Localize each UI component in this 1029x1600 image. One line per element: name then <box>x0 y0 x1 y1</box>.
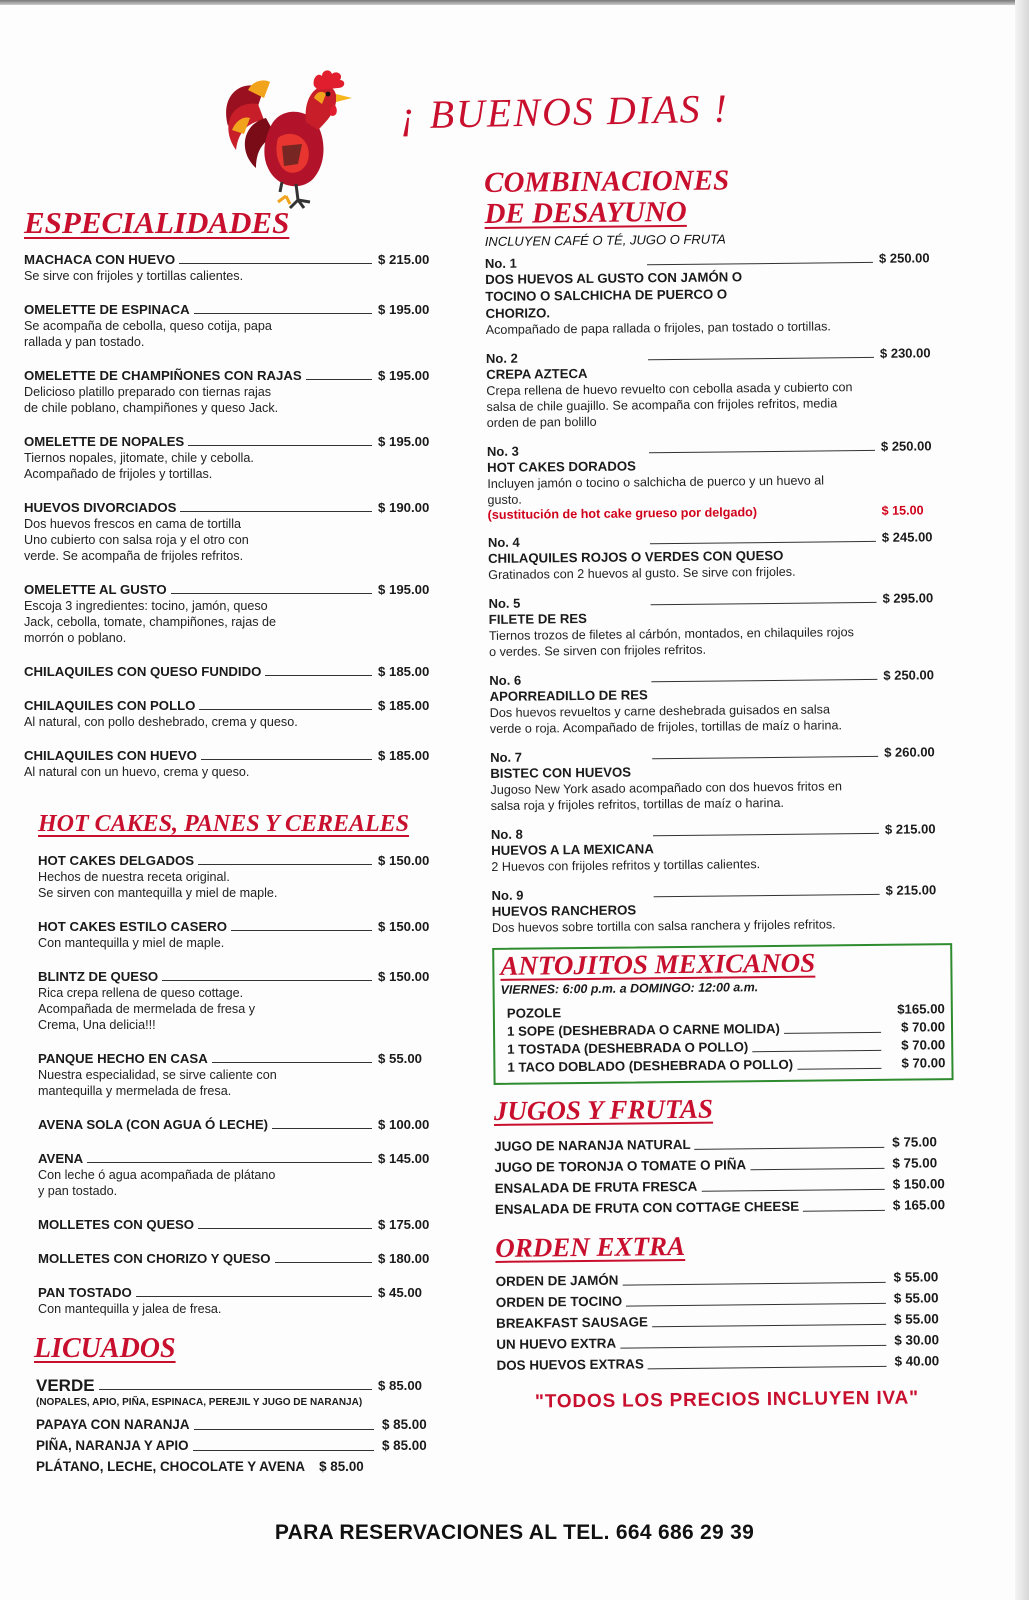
list-item <box>496 1350 956 1376</box>
item-name: HOT CAKES DELGADOS <box>38 853 195 869</box>
list-item <box>38 1284 444 1317</box>
item-description: Incluyen jamón o tocino o salchicha de puerco y un huevo al gusto. <box>487 473 825 507</box>
leader-line <box>179 263 372 264</box>
item-price: $ 55.00 <box>378 1051 422 1067</box>
leader-line <box>87 1162 372 1163</box>
combo-item <box>485 250 946 338</box>
item-line <box>24 301 444 318</box>
leader-line <box>650 602 876 605</box>
item-price: $ 85.00 <box>319 1458 364 1474</box>
section-title-antojitos: ANTOJITOS MEXICANOS <box>500 947 816 981</box>
antojitos-schedule: VIERNES: 6:00 p.m. a DOMINGO: 12:00 a.m. <box>500 979 759 997</box>
item-name: MOLLETES CON CHORIZO Y QUESO <box>38 1251 271 1267</box>
leader-line <box>784 1032 881 1034</box>
item-price: $ 260.00 <box>884 743 935 760</box>
item-name: 1 TACO DOBLADO (DESHEBRADA O POLLO) <box>507 1056 794 1075</box>
leader-line <box>648 357 874 360</box>
item-name: PLÁTANO, LECHE, CHOCOLATE Y AVENA <box>36 1458 306 1474</box>
item-price: $ 30.00 <box>894 1332 940 1348</box>
leader-line <box>162 980 372 981</box>
item-price: $ 195.00 <box>378 368 430 384</box>
list-item <box>38 918 444 951</box>
item-description: Dos huevos revueltos y carne deshebrada guisados en salsa verde o roja. Acompañado de frijoles, tortillas de maíz o harina. <box>489 702 843 736</box>
item-line <box>24 663 444 680</box>
leader-line <box>188 445 372 446</box>
antojitos-box <box>492 943 953 1085</box>
item-description: Con mantequilla y jalea de fresa. <box>38 1302 222 1317</box>
item-name: BISTEC CON HUEVOS <box>490 764 632 781</box>
item-description: rallada y pan tostado. <box>24 335 145 350</box>
list-item <box>38 1116 444 1133</box>
list-item <box>38 968 444 1033</box>
item-name: DOS HUEVOS EXTRAS <box>496 1356 644 1374</box>
list-item <box>24 697 444 730</box>
leader-line <box>199 709 372 710</box>
combo-number: No. 2 <box>485 350 518 366</box>
section-title-orden-extra: ORDEN EXTRA <box>495 1230 686 1263</box>
right-column <box>484 163 957 1414</box>
list-item <box>24 367 444 416</box>
combo-item <box>489 667 950 737</box>
leader-line <box>803 1210 885 1212</box>
item-line <box>38 852 444 869</box>
item-name: OMELETTE AL GUSTO <box>24 582 167 598</box>
item-name: MACHACA CON HUEVO <box>24 252 176 268</box>
page-edge-shadow <box>1015 0 1029 1600</box>
list-item <box>24 499 444 564</box>
leader-line <box>275 1262 372 1263</box>
leader-line <box>651 679 877 682</box>
item-name: ENSALADA DE FRUTA CON COTTAGE CHEESE <box>494 1198 800 1217</box>
item-line <box>38 1116 444 1133</box>
combo-item <box>488 590 949 660</box>
leader-line <box>653 833 879 836</box>
item-price: $ 70.00 <box>901 1054 946 1071</box>
item-price: $165.00 <box>897 1001 945 1017</box>
item-description: Hechos de nuestra receta original. <box>38 870 230 885</box>
section-title-combinaciones-line1: COMBINACIONES <box>483 164 730 199</box>
combinaciones-list <box>485 250 952 936</box>
leader-line <box>652 1324 886 1327</box>
leader-line <box>626 1303 886 1307</box>
item-name: HUEVOS A LA MEXICANA <box>491 840 654 858</box>
item-price: $ 55.00 <box>893 1269 939 1285</box>
leader-line <box>201 759 372 760</box>
item-name: PAN TOSTADO <box>38 1285 132 1301</box>
item-name: MOLLETES CON QUESO <box>38 1217 195 1233</box>
item-price: $ 245.00 <box>881 528 933 545</box>
item-price: $ 250.00 <box>883 666 935 683</box>
item-description: Jack, cebolla, tomate, champiñones, rajas de <box>24 615 277 630</box>
list-item <box>24 251 444 284</box>
leader-line <box>306 379 372 380</box>
item-name: AVENA <box>38 1151 84 1167</box>
item-name: 1 TOSTADA (DESHEBRADA O POLLO) <box>507 1039 749 1057</box>
item-description: Dos huevos sobre tortilla con salsa ranchera y frijoles refritos. <box>491 916 836 935</box>
item-description: Gratinados con 2 huevos al gusto. Se sirve con frijoles. <box>488 564 796 582</box>
item-description: Dos huevos frescos en cama de tortilla <box>24 517 241 532</box>
top-edge <box>0 0 1029 5</box>
substitution-price: $ 15.00 <box>881 503 924 518</box>
combo-item <box>486 345 947 431</box>
combo-number: No. 5 <box>488 595 521 611</box>
list-item <box>495 1194 955 1220</box>
item-price: $ 150.00 <box>378 919 430 935</box>
leader-line <box>649 450 875 453</box>
item-line <box>38 1150 444 1167</box>
item-price: $ 55.00 <box>893 1290 939 1306</box>
item-price: $ 215.00 <box>885 881 937 898</box>
leader-line <box>752 1050 881 1052</box>
leader-line <box>171 593 372 594</box>
item-name: FILETE DE RES <box>488 610 587 627</box>
item-description: mantequilla y mermelada de fresa. <box>38 1084 232 1099</box>
item-line <box>24 251 444 268</box>
combo-item <box>490 744 951 814</box>
leader-line <box>180 511 372 512</box>
leader-line <box>695 1147 885 1150</box>
item-line <box>24 499 444 516</box>
leader-line <box>265 675 372 676</box>
item-name: POZOLE <box>506 1005 562 1021</box>
combo-number: No. 1 <box>484 255 517 271</box>
item-price: $ 185.00 <box>378 664 430 680</box>
item-price: $ 100.00 <box>378 1117 430 1133</box>
leader-line <box>653 894 879 897</box>
item-price: $ 215.00 <box>884 820 936 837</box>
item-description: Escoja 3 ingredientes: tocino, jamón, queso <box>24 599 268 614</box>
especialidades-list <box>24 251 444 780</box>
item-price: $ 180.00 <box>378 1251 430 1267</box>
item-name: VERDE <box>36 1375 95 1395</box>
item-description: Acompañado de frijoles y tortillas. <box>24 467 213 482</box>
item-line <box>24 433 444 450</box>
combo-item <box>488 529 948 583</box>
item-name: ORDEN DE JAMÓN <box>495 1272 619 1290</box>
leader-line <box>193 1450 374 1451</box>
item-name: UN HUEVO EXTRA <box>496 1335 617 1353</box>
combo-number: No. 7 <box>490 749 523 765</box>
item-line <box>24 581 444 598</box>
item-description: Delicioso platillo preparado con tiernas rajas <box>24 385 272 400</box>
item-name: HOT CAKES ESTILO CASERO <box>38 919 228 935</box>
item-price: $ 70.00 <box>901 1037 946 1053</box>
left-column <box>24 206 444 1477</box>
item-name: PAPAYA CON NARANJA <box>36 1416 190 1432</box>
item-name: DOS HUEVOS AL GUSTO CON JAMÓN O TOCINO O SALCHICHA DE PUERCO O CHORIZO. <box>485 268 743 321</box>
item-line <box>38 1284 444 1301</box>
item-description: Se sirve con frijoles y tortillas calientes. <box>24 269 244 284</box>
item-price: $ 145.00 <box>378 1151 430 1167</box>
item-name: BLINTZ DE QUESO <box>38 969 159 985</box>
section-title-combinaciones-line2: DE DESAYUNO <box>484 196 687 231</box>
list-item <box>38 1250 444 1267</box>
iva-note: "TODOS LOS PRECIOS INCLUYEN IVA" <box>534 1387 919 1413</box>
list-item <box>24 581 444 646</box>
item-price: $ 175.00 <box>378 1217 430 1233</box>
item-name: HUEVOS DIVORCIADOS <box>24 500 177 516</box>
list-item <box>36 1377 444 1410</box>
section-title-especialidades: ESPECIALIDADES <box>24 205 290 240</box>
section-title-jugos: JUGOS Y FRUTAS <box>493 1093 714 1126</box>
combo-number: No. 3 <box>486 443 519 459</box>
item-price: $ 85.00 <box>382 1437 427 1453</box>
item-name: HOT CAKES DORADOS <box>487 458 636 475</box>
item-name: CREPA AZTECA <box>486 365 588 382</box>
item-name: APORREADILLO DE RES <box>489 686 648 704</box>
item-name: CHILAQUILES CON POLLO <box>24 698 196 714</box>
item-description: Crepa rellena de huevo revuelto con cebolla asada y cubierto con salsa de chile guajillo. Se acompaña con frijoles refritos, media orden de pan bolillo <box>486 379 853 430</box>
item-description: verde. Se acompaña de frijoles refritos. <box>24 549 244 564</box>
list-item <box>507 1054 945 1077</box>
combo-item <box>491 821 951 875</box>
leader-line <box>99 1389 372 1390</box>
list-item <box>36 1414 444 1435</box>
item-name: JUGO DE NARANJA NATURAL <box>494 1136 691 1154</box>
item-price: $ 195.00 <box>378 582 430 598</box>
item-name: OMELETTE DE CHAMPIÑONES CON RAJAS <box>24 368 302 384</box>
antojitos-list <box>501 1000 946 1077</box>
leader-line <box>212 1062 372 1063</box>
jugos-list <box>494 1131 955 1220</box>
leader-line <box>272 1128 372 1129</box>
item-price: $ 250.00 <box>878 249 930 266</box>
rooster-icon <box>218 68 358 210</box>
item-price: $ 55.00 <box>894 1311 939 1327</box>
item-line <box>38 1250 444 1267</box>
item-name: CHILAQUILES CON QUESO FUNDIDO <box>24 664 262 680</box>
item-price: $ 230.00 <box>879 344 931 361</box>
leader-line <box>647 262 873 265</box>
item-line <box>24 747 444 764</box>
item-description: Acompañado de papa rallada o frijoles, pan tostado o tortillas. <box>485 319 831 337</box>
item-price: $ 195.00 <box>378 434 430 450</box>
item-price: $ 165.00 <box>892 1197 946 1213</box>
item-description: Al natural con un huevo, crema y queso. <box>24 765 250 780</box>
list-item <box>24 301 444 350</box>
combo-item <box>492 882 952 936</box>
item-price: $ 70.00 <box>900 1019 946 1035</box>
item-name: JUGO DE TORONJA O TOMATE O PIÑA <box>494 1157 747 1175</box>
item-line <box>24 697 444 714</box>
leader-line <box>198 864 372 865</box>
greeting-title: ¡ BUENOS DIAS ! <box>399 85 730 138</box>
combo-item <box>487 438 948 522</box>
item-description: Tiernos nopales, jitomate, chile y cebolla. <box>24 451 254 466</box>
combo-number: No. 4 <box>487 534 520 550</box>
item-price: $ 185.00 <box>378 748 430 764</box>
item-price: $ 150.00 <box>378 853 430 869</box>
item-price: $ 250.00 <box>880 437 932 454</box>
leader-line <box>648 1366 887 1369</box>
item-price: $ 85.00 <box>378 1377 422 1393</box>
leader-line <box>198 1228 372 1229</box>
combo-number: No. 6 <box>489 672 522 688</box>
item-line <box>38 1050 444 1067</box>
leader-line <box>650 541 876 544</box>
item-price: $ 150.00 <box>378 969 430 985</box>
item-line <box>24 367 444 384</box>
leader-line <box>231 930 372 931</box>
item-description: Uno cubierto con salsa roja y el otro con <box>24 533 249 548</box>
leader-line <box>620 1345 886 1349</box>
leader-line <box>701 1189 884 1192</box>
section-title-hotcakes: HOT CAKES, PANES Y CEREALES <box>38 811 410 838</box>
leader-line <box>622 1282 885 1286</box>
combinaciones-note: INCLUYEN CAFÉ O TÉ, JUGO O FRUTA <box>484 231 726 249</box>
item-description: y pan tostado. <box>38 1184 118 1199</box>
item-name: 1 SOPE (DESHEBRADA O CARNE MOLIDA) <box>506 1020 780 1039</box>
item-price: $ 75.00 <box>892 1155 938 1171</box>
combo-number: No. 8 <box>490 826 523 842</box>
list-item <box>24 663 444 680</box>
item-name: ENSALADA DE FRUTA FRESCA <box>494 1178 698 1196</box>
item-price: $ 45.00 <box>378 1285 422 1301</box>
item-price: $ 190.00 <box>378 500 430 516</box>
combo-number: No. 9 <box>491 887 524 903</box>
item-price: $ 150.00 <box>892 1176 945 1192</box>
list-item <box>36 1435 444 1456</box>
item-description: Crema, Una delicia!!! <box>38 1018 156 1033</box>
reservations-phone: PARA RESERVACIONES AL TEL. 664 686 29 39 <box>274 1521 755 1544</box>
item-price: $ 75.00 <box>892 1134 937 1150</box>
item-price: $ 295.00 <box>882 589 934 606</box>
item-price: $ 85.00 <box>382 1416 427 1432</box>
hotcakes-list <box>24 852 444 1317</box>
item-name: OMELETTE DE NOPALES <box>24 434 185 450</box>
item-name: BREAKFAST SAUSAGE <box>496 1314 648 1332</box>
list-item <box>36 1456 444 1477</box>
item-description: morrón o poblano. <box>24 631 127 646</box>
item-name: ORDEN DE TOCINO <box>495 1293 623 1311</box>
list-item <box>38 1216 444 1233</box>
item-description: Con leche ó agua acompañada de plátano <box>38 1168 276 1183</box>
leader-line <box>194 1429 374 1430</box>
item-name: OMELETTE DE ESPINACA <box>24 302 190 318</box>
item-description: Tiernos trozos de filetes al cárbón, montados, en chilaquiles rojos o verdes. Se sirven con frijoles refritos. <box>488 624 854 659</box>
item-name: CHILAQUILES ROJOS O VERDES CON QUESO <box>488 547 784 566</box>
item-description: Al natural, con pollo deshebrado, crema y queso. <box>24 715 298 730</box>
leader-line <box>652 756 878 759</box>
item-name: CHILAQUILES CON HUEVO <box>24 748 197 764</box>
item-description: Con mantequilla y miel de maple. <box>38 936 225 951</box>
item-price: $ 185.00 <box>378 698 430 714</box>
item-price: $ 40.00 <box>894 1353 940 1369</box>
item-description: Se acompaña de cebolla, queso cotija, papa <box>24 319 272 334</box>
item-name: HUEVOS RANCHEROS <box>491 902 637 919</box>
item-name: AVENA SOLA (CON AGUA Ó LECHE) <box>38 1117 269 1133</box>
list-item <box>38 1150 444 1199</box>
list-item <box>24 747 444 780</box>
leader-line <box>750 1168 884 1170</box>
item-description: de chile poblano, champiñones y queso Jack. <box>24 401 279 416</box>
item-line <box>38 1216 444 1233</box>
item-description: Nuestra especialidad, se sirve caliente con <box>38 1068 277 1083</box>
item-description: 2 Huevos con frijoles refritos y tortillas calientes. <box>491 856 761 874</box>
substitution-note: (sustitución de hot cake grueso por delgado) <box>487 504 758 522</box>
item-line <box>38 968 444 985</box>
list-item <box>38 1050 444 1099</box>
item-description: Acompañada de mermelada de fresa y <box>38 1002 256 1017</box>
item-description: Jugoso New York asado acompañado con dos huevos fritos en salsa roja y frijoles refritos, tortillas de maíz o harina. <box>490 778 843 813</box>
list-item <box>24 433 444 482</box>
item-description: Se sirven con mantequilla y miel de maple. <box>38 886 278 901</box>
leader-line <box>136 1296 372 1297</box>
item-name: PANQUE HECHO EN CASA <box>38 1051 208 1067</box>
section-title-licuados: LICUADOS <box>34 1333 176 1365</box>
item-price: $ 195.00 <box>378 302 430 318</box>
leader-line <box>797 1068 881 1070</box>
list-item <box>38 852 444 901</box>
item-description: Rica crepa rellena de queso cottage. <box>38 986 244 1001</box>
leader-line <box>194 313 372 314</box>
item-note: (NOPALES, APIO, PIÑA, ESPINACA, PEREJIL Y JUGO DE NARANJA) <box>36 1396 363 1408</box>
licuados-list <box>24 1377 444 1477</box>
item-line <box>38 918 444 935</box>
orden-extra-list <box>496 1266 957 1376</box>
item-name: PIÑA, NARANJA Y APIO <box>36 1437 189 1453</box>
item-price: $ 215.00 <box>378 252 430 268</box>
